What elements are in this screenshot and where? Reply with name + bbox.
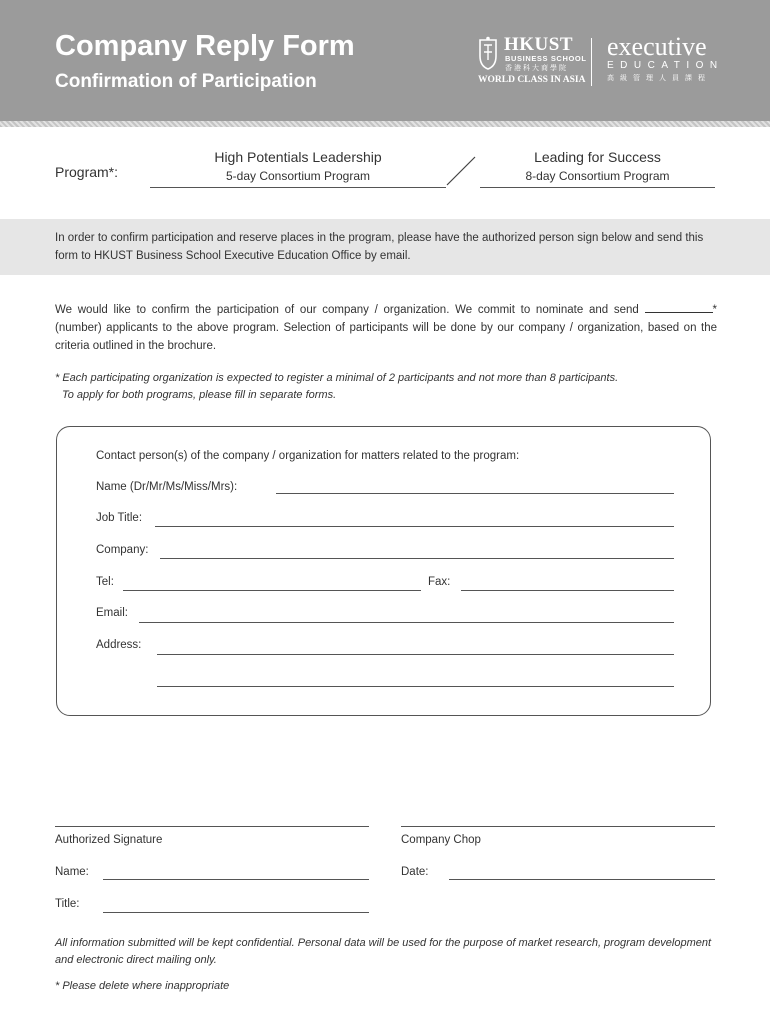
tel-field[interactable]	[123, 590, 421, 591]
name-label: Name (Dr/Mr/Ms/Miss/Mrs):	[96, 481, 238, 493]
page-subtitle: Confirmation of Participation	[55, 71, 317, 92]
logo-chinese-exec: 高級管理人員課程	[607, 75, 711, 82]
header-stripe	[0, 121, 770, 127]
date-label: Date:	[401, 866, 429, 878]
hkust-crest-icon	[478, 36, 498, 70]
email-field[interactable]	[139, 622, 674, 623]
address-field-line-2[interactable]	[157, 686, 674, 687]
page-title: Company Reply Form	[55, 30, 355, 62]
program-option-leading-for-success[interactable]: Leading for Success	[534, 149, 661, 165]
program-line-left	[150, 187, 446, 188]
program-option-leading-for-success-subtitle: 8-day Consortium Program	[525, 169, 670, 183]
logo-business-school-text: BUSINESS SCHOOL	[505, 54, 587, 63]
program-option-high-potentials[interactable]: High Potentials Leadership	[214, 149, 382, 165]
email-label: Email:	[96, 607, 128, 619]
signer-name-field[interactable]	[103, 879, 369, 880]
participation-note	[55, 370, 725, 404]
commitment-paragraph	[55, 301, 717, 355]
note-line-1: * Each participating organization is expected to register a minimal of 2 participants and not more than 8 participants.	[55, 372, 619, 384]
logo-executive-text: executive	[607, 32, 707, 61]
signer-title-label: Title:	[55, 898, 80, 910]
signature-line[interactable]	[55, 826, 369, 827]
confidentiality-note: All information submitted will be kept confidential. Personal data will be used for the purpose of market research, program development and electronic direct mailing only.	[55, 937, 712, 966]
logo-chinese-name: 香港科大商學院	[505, 65, 568, 72]
address-field-line-1[interactable]	[157, 654, 674, 655]
job-title-label: Job Title:	[96, 512, 143, 524]
company-chop-line[interactable]	[401, 826, 715, 827]
signer-name-label: Name:	[55, 866, 89, 878]
signer-title-field[interactable]	[103, 912, 369, 913]
job-title-field[interactable]	[155, 526, 674, 527]
contact-intro: Contact person(s) of the company / organization for matters related to the program:	[96, 450, 520, 462]
fax-label: Fax:	[428, 576, 451, 588]
address-label: Address:	[96, 639, 142, 651]
program-separator-slash	[445, 155, 477, 187]
program-option-high-potentials-subtitle: 5-day Consortium Program	[225, 169, 371, 183]
authorized-signature-label: Authorized Signature	[55, 834, 163, 846]
commitment-text-part2: *(number) applicants to the above program. Selection of participants will be done by our company / organization, based on the criteria outlined in the brochure.	[55, 304, 717, 352]
contact-box	[56, 426, 711, 716]
instruction-text: In order to confirm participation and reserve places in the program, please have the authorized person sign below and send this form to HKUST Business School Executive Education Office by email.	[55, 232, 704, 262]
tel-label: Tel:	[96, 576, 114, 588]
company-chop-label: Company Chop	[401, 834, 481, 846]
commitment-text-part1: We would like to confirm the participation of our company / organization. We commit to nominate and send	[55, 304, 639, 316]
note-line-2: To apply for both programs, please fill in separate forms.	[62, 389, 337, 401]
logo-world-class-text: WORLD CLASS IN ASIA	[478, 75, 586, 85]
company-label: Company:	[96, 544, 149, 556]
date-field[interactable]	[449, 879, 715, 880]
company-field[interactable]	[160, 558, 674, 559]
fax-field[interactable]	[461, 590, 674, 591]
logo-divider	[591, 38, 592, 86]
logo-hkust-text: HKUST	[504, 34, 574, 55]
delete-note: * Please delete where inappropriate	[55, 980, 230, 992]
program-label: Program*:	[55, 164, 119, 180]
program-line-right	[480, 187, 715, 188]
applicant-number-field[interactable]	[645, 302, 713, 313]
name-field[interactable]	[276, 493, 674, 494]
logo-education-text: EDUCATION	[607, 60, 724, 71]
